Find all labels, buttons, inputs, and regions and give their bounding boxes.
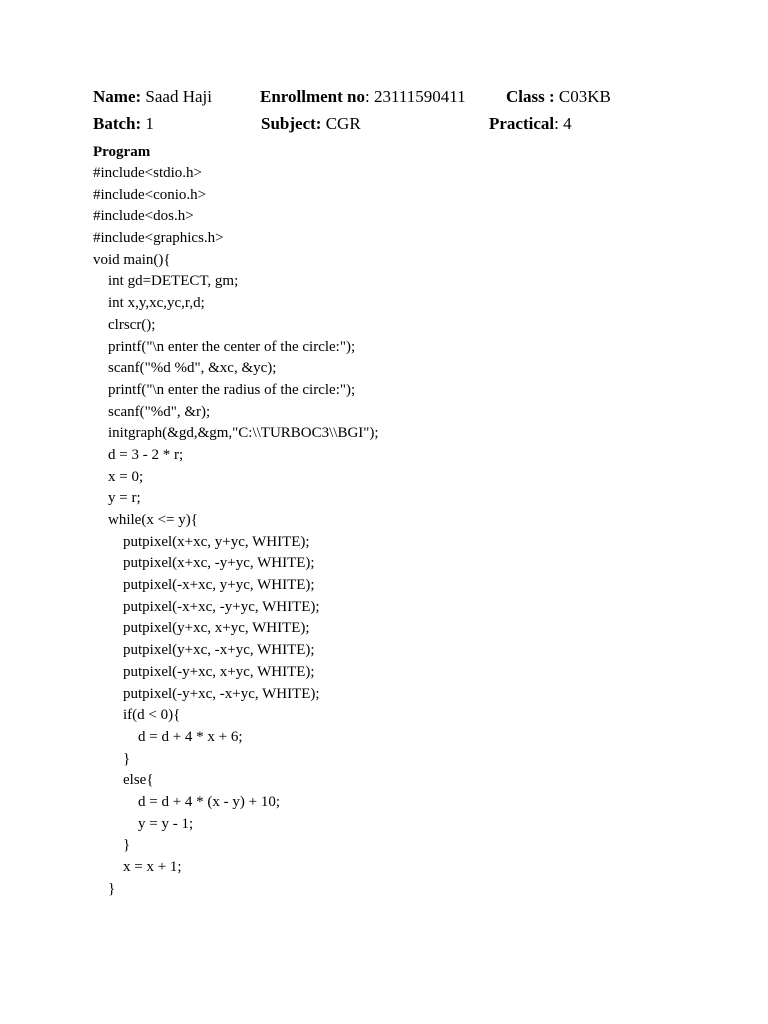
- code-line: }: [93, 837, 131, 854]
- program-title: Program: [93, 144, 151, 160]
- code-line: scanf("%d", &r);: [93, 403, 211, 420]
- code-line: x = 0;: [93, 468, 144, 485]
- code-line: if(d < 0){: [93, 707, 181, 724]
- subject-value: CGR: [321, 114, 361, 133]
- code-line: x = x + 1;: [93, 859, 182, 875]
- class-field: [506, 85, 611, 109]
- subject-field: [261, 112, 361, 136]
- code-line: }: [93, 880, 116, 897]
- code-line: printf("\n enter the radius of the circle:");: [93, 381, 356, 398]
- name-field: [93, 85, 212, 109]
- code-line: putpixel(-y+xc, -x+yc, WHITE);: [93, 685, 320, 702]
- code-line: d = d + 4 * x + 6;: [93, 728, 243, 745]
- code-line: while(x <= y){: [93, 512, 198, 528]
- code-line: }: [93, 750, 131, 767]
- code-line: int x,y,xc,yc,r,d;: [93, 295, 205, 312]
- practical-value: : 4: [554, 114, 572, 133]
- name-value: Saad Haji: [141, 87, 212, 106]
- code-listing: [93, 163, 379, 900]
- name-label: Name:: [93, 87, 142, 106]
- code-line: d = 3 - 2 * r;: [93, 446, 184, 463]
- code-line: scanf("%d %d", &xc, &yc);: [93, 360, 277, 377]
- code-line: putpixel(y+xc, x+yc, WHITE);: [93, 620, 310, 637]
- subject-label: Subject:: [261, 114, 322, 133]
- code-line: #include<graphics.h>: [93, 230, 224, 247]
- class-value: C03KB: [554, 87, 611, 106]
- code-line: printf("\n enter the center of the circle:");: [93, 338, 356, 355]
- code-line: int gd=DETECT, gm;: [93, 273, 239, 290]
- code-line: y = y - 1;: [93, 815, 194, 832]
- code-line: #include<dos.h>: [93, 208, 194, 225]
- code-line: clrscr();: [93, 316, 156, 333]
- header-row-2: [0, 112, 768, 136]
- batch-label: Batch:: [93, 114, 142, 133]
- code-line: putpixel(-x+xc, y+yc, WHITE);: [93, 577, 315, 594]
- batch-value: 1: [141, 114, 154, 133]
- code-line: putpixel(x+xc, -y+yc, WHITE);: [93, 555, 315, 572]
- code-line: y = r;: [93, 490, 141, 507]
- code-line: #include<conio.h>: [93, 186, 207, 203]
- practical-label: Practical: [489, 114, 555, 133]
- code-line: putpixel(-x+xc, -y+yc, WHITE);: [93, 598, 320, 615]
- enrollment-field: [260, 85, 466, 109]
- code-line: void main(){: [93, 251, 171, 268]
- code-line: putpixel(x+xc, y+yc, WHITE);: [93, 533, 310, 550]
- enrollment-label: Enrollment no: [260, 87, 366, 106]
- code-line: #include<stdio.h>: [93, 165, 202, 181]
- code-line: else{: [93, 772, 154, 789]
- header-row-1: [0, 85, 768, 109]
- code-line: d = d + 4 * (x - y) + 10;: [93, 793, 281, 810]
- code-line: putpixel(-y+xc, x+yc, WHITE);: [93, 663, 315, 680]
- enrollment-value: : 23111590411: [365, 87, 466, 106]
- class-label: Class :: [506, 87, 555, 106]
- code-line: putpixel(y+xc, -x+yc, WHITE);: [93, 642, 315, 659]
- practical-field: [489, 112, 572, 136]
- batch-field: [93, 112, 154, 136]
- code-line: initgraph(&gd,&gm,"C:\\TURBOC3\\BGI");: [93, 425, 379, 442]
